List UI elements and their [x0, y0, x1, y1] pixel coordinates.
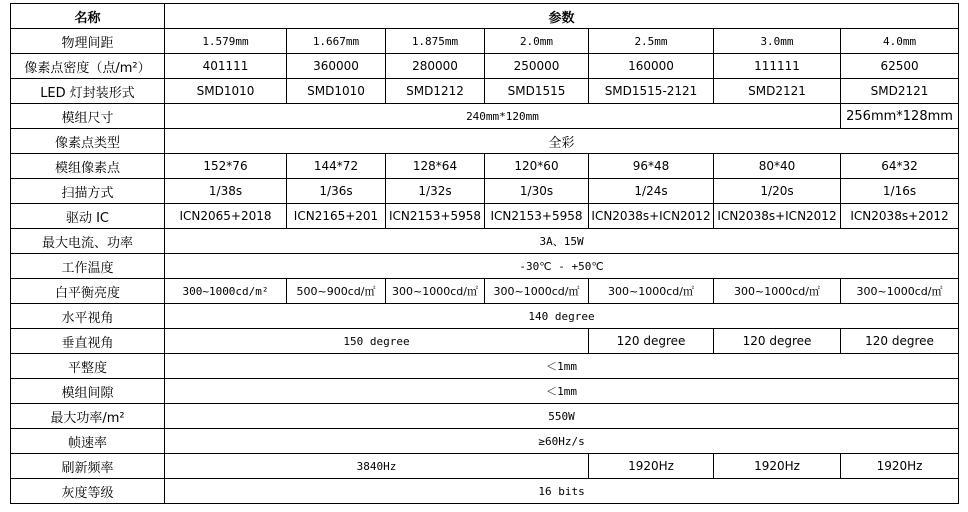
cell-value: SMD1010: [287, 79, 386, 104]
row-max-current: [11, 229, 959, 254]
cell-value: 16 bits: [165, 479, 959, 504]
cell-value: 140 degree: [165, 304, 959, 329]
cell-value: SMD1212: [386, 79, 485, 104]
cell-value: 401111: [165, 54, 287, 79]
header-row: [11, 4, 959, 29]
row-driver-ic: [11, 204, 959, 229]
row-label: 最大功率/m²: [11, 404, 165, 429]
cell-value: 120*60: [485, 154, 589, 179]
row-temperature: [11, 254, 959, 279]
cell-value: 256mm*128mm: [841, 104, 959, 129]
spec-table: [10, 3, 959, 504]
row-frame-rate: [11, 429, 959, 454]
row-label: 模组间隙: [11, 379, 165, 404]
cell-value: 120 degree: [714, 329, 841, 354]
cell-value: 1/20s: [714, 179, 841, 204]
cell-value: 300~1000cd/㎡: [485, 279, 589, 304]
cell-value: ≥60Hz/s: [165, 429, 959, 454]
row-module-pixels: [11, 154, 959, 179]
cell-value: 1/36s: [287, 179, 386, 204]
cell-value: 1920Hz: [714, 454, 841, 479]
row-refresh: [11, 454, 959, 479]
cell-value: 120 degree: [841, 329, 959, 354]
row-label: 工作温度: [11, 254, 165, 279]
row-label: 水平视角: [11, 304, 165, 329]
row-max-power: [11, 404, 959, 429]
cell-value: ＜1mm: [165, 379, 959, 404]
row-label: 模组像素点: [11, 154, 165, 179]
cell-value: 280000: [386, 54, 485, 79]
cell-value: 1/16s: [841, 179, 959, 204]
row-label: 模组尺寸: [11, 104, 165, 129]
cell-value: 全彩: [165, 129, 959, 154]
row-label: 垂直视角: [11, 329, 165, 354]
cell-value: 300~1000cd/㎡: [714, 279, 841, 304]
cell-value: 550W: [165, 404, 959, 429]
cell-value: 4.0mm: [841, 29, 959, 54]
cell-value: 2.0mm: [485, 29, 589, 54]
cell-value: 1/24s: [589, 179, 714, 204]
row-label: 刷新频率: [11, 454, 165, 479]
cell-value: ICN2038s+2012: [841, 204, 959, 229]
cell-value: ICN2038s+ICN2012: [589, 204, 714, 229]
row-scan: [11, 179, 959, 204]
row-label: 驱动 IC: [11, 204, 165, 229]
row-label: 像素点密度（点/m²）: [11, 54, 165, 79]
row-density: [11, 54, 959, 79]
cell-value: 128*64: [386, 154, 485, 179]
row-label: 平整度: [11, 354, 165, 379]
row-label: LED 灯封装形式: [11, 79, 165, 104]
cell-value: SMD1010: [165, 79, 287, 104]
cell-value: ICN2038s+ICN2012: [714, 204, 841, 229]
row-label: 白平衡亮度: [11, 279, 165, 304]
row-label: 扫描方式: [11, 179, 165, 204]
row-flatness: [11, 354, 959, 379]
row-brightness: [11, 279, 959, 304]
cell-value: ICN2065+2018: [165, 204, 287, 229]
cell-value: 120 degree: [589, 329, 714, 354]
cell-value: 1.579mm: [165, 29, 287, 54]
cell-value: -30℃ - +50℃: [165, 254, 959, 279]
cell-value: SMD2121: [714, 79, 841, 104]
cell-value: 3840Hz: [165, 454, 589, 479]
cell-value: SMD1515-2121: [589, 79, 714, 104]
cell-value: ICN2165+201: [287, 204, 386, 229]
cell-value: 1.667mm: [287, 29, 386, 54]
cell-value: 500~900cd/㎡: [287, 279, 386, 304]
cell-value: SMD2121: [841, 79, 959, 104]
cell-value: 96*48: [589, 154, 714, 179]
cell-value: ＜1mm: [165, 354, 959, 379]
cell-value: 3A、15W: [165, 229, 959, 254]
row-v-angle: [11, 329, 959, 354]
row-package: [11, 79, 959, 104]
cell-value: 1.875mm: [386, 29, 485, 54]
row-label: 帧速率: [11, 429, 165, 454]
cell-value: 1/38s: [165, 179, 287, 204]
row-pixel-type: [11, 129, 959, 154]
header-name: 名称: [11, 4, 165, 29]
row-label: 像素点类型: [11, 129, 165, 154]
cell-value: 300~1000cd/㎡: [386, 279, 485, 304]
cell-value: 144*72: [287, 154, 386, 179]
cell-value: 240mm*120mm: [165, 104, 841, 129]
cell-value: 150 degree: [165, 329, 589, 354]
header-params: 参数: [165, 4, 959, 29]
cell-value: 360000: [287, 54, 386, 79]
cell-value: 300~1000cd/㎡: [841, 279, 959, 304]
cell-value: 152*76: [165, 154, 287, 179]
cell-value: 1/30s: [485, 179, 589, 204]
cell-value: 62500: [841, 54, 959, 79]
row-label: 灰度等级: [11, 479, 165, 504]
row-module-size: [11, 104, 959, 129]
row-label: 物理间距: [11, 29, 165, 54]
cell-value: 64*32: [841, 154, 959, 179]
cell-value: 250000: [485, 54, 589, 79]
row-label: 最大电流、功率: [11, 229, 165, 254]
cell-value: 2.5mm: [589, 29, 714, 54]
cell-value: 1920Hz: [841, 454, 959, 479]
cell-value: 80*40: [714, 154, 841, 179]
cell-value: 3.0mm: [714, 29, 841, 54]
cell-value: 300~1000cd/m²: [165, 279, 287, 304]
cell-value: ICN2153+5958: [386, 204, 485, 229]
row-pitch: [11, 29, 959, 54]
cell-value: 1/32s: [386, 179, 485, 204]
cell-value: 111111: [714, 54, 841, 79]
cell-value: 300~1000cd/㎡: [589, 279, 714, 304]
row-h-angle: [11, 304, 959, 329]
cell-value: 160000: [589, 54, 714, 79]
cell-value: SMD1515: [485, 79, 589, 104]
row-gray: [11, 479, 959, 504]
cell-value: ICN2153+5958: [485, 204, 589, 229]
cell-value: 1920Hz: [589, 454, 714, 479]
row-gap: [11, 379, 959, 404]
